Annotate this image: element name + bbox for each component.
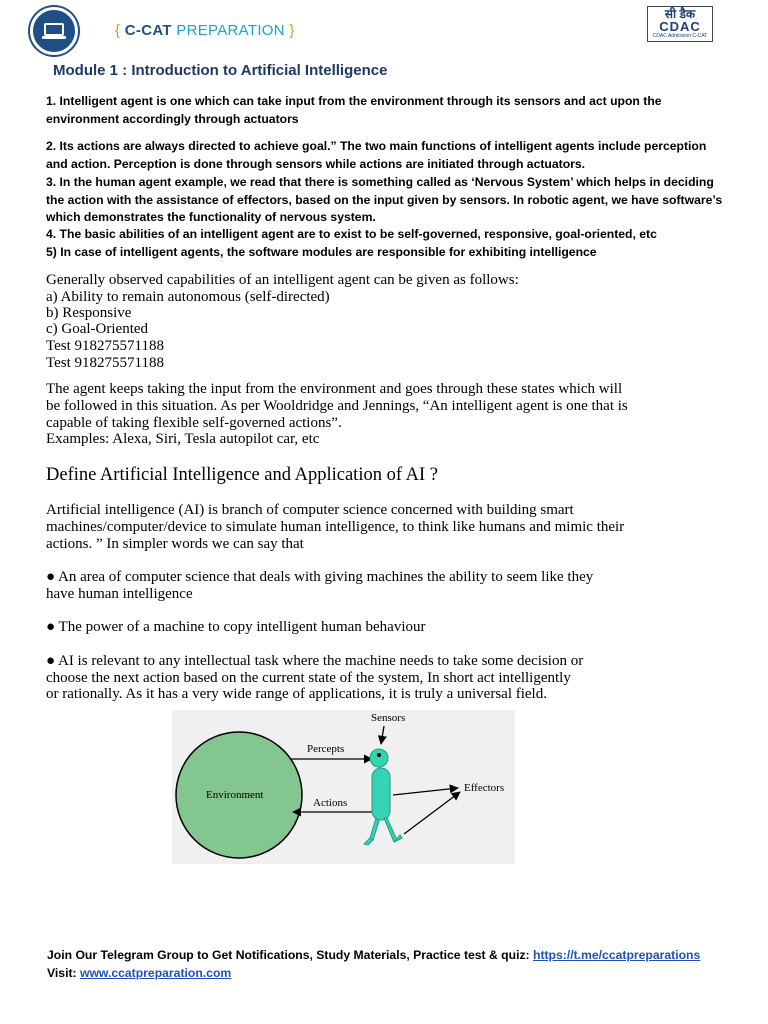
telegram-link[interactable]: https://t.me/ccatpreparations [533,948,701,962]
test-line-1: Test 918275571188 [46,338,164,354]
agent-environment-diagram [172,710,515,864]
capability-a: a) Ability to remain autonomous (self-directed) [46,289,330,305]
agent-para-line-4: Examples: Alexa, Siri, Tesla autopilot car, etc [46,431,320,447]
sensors-label: Sensors [371,712,406,724]
actions-label: Actions [313,797,348,809]
effectors-arrow-2 [404,792,460,834]
bullet-3-line-2: choose the next action based on the current state of the system, In short act intelligently [46,670,571,686]
effectors-label: Effectors [464,782,505,794]
footer-visit: Visit: www.ccatpreparation.com [47,966,232,980]
environment-label: Environment [206,789,264,801]
footer-telegram: Join Our Telegram Group to Get Notifications, Study Materials, Practice test & quiz: https://t.me/ccatpreparations [47,948,701,962]
ai-def-line-1: Artificial intelligence (AI) is branch of computer science concerned with building smart [46,502,574,518]
point-4: 4. The basic abilities of an intelligent agent are to exist to be self-governed, responsive, goal-oriented, etc [46,227,657,241]
test-line-2: Test 918275571188 [46,355,164,371]
point-3: 3. In the human agent example, we read that there is something called as ‘Nervous System’ which helps in deciding the action with the assistance of effectors, based on the input given by sensors. In robotic agent, we have software’s which demonstrates the functionality of nervous system. [46,175,723,224]
point-2: 2. Its actions are always directed to achieve goal.” The two main functions of intelligent agents include perception and action. Perception is done through sensors while actions are initiated through actuators. [46,139,707,171]
agent-para-line-2: be followed in this situation. As per Wooldridge and Jennings, “An intelligent agent is one that is [46,398,628,414]
bullet-3-line-1: ● AI is relevant to any intellectual task where the machine needs to take some decision or [46,653,584,669]
laptop-icon [33,10,75,52]
capability-c: c) Goal-Oriented [46,321,149,337]
bullet-2: ● The power of a machine to copy intelligent human behaviour [46,619,426,635]
agent-para-line-3: capable of taking flexible self-governed actions”. [46,415,342,431]
brand-title: { C-CAT PREPARATION } [115,22,295,39]
ai-def-line-2: machines/computer/device to simulate human intelligence, to think like humans and mimic their [46,519,625,535]
module-title: Module 1 : Introduction to Artificial Intelligence [53,62,388,79]
point-1: 1. Intelligent agent is one which can take input from the environment through its sensors and act upon the environment accordingly through actuators [46,94,662,126]
point-5: 5) In case of intelligent agents, the software modules are responsible for exhibiting intelligence [46,245,597,259]
robot-agent [364,749,402,845]
ccat-logo [30,7,78,55]
capability-b: b) Responsive [46,305,132,321]
percepts-label: Percepts [307,743,345,755]
bullet-1-line-2: have human intelligence [46,586,193,602]
effectors-arrow-1 [393,788,458,795]
bullet-1-line-1: ● An area of computer science that deals with giving machines the ability to seem like they [46,569,594,585]
define-ai-heading: Define Artificial Intelligence and Application of AI ? [46,465,438,485]
agent-para-line-1: The agent keeps taking the input from the environment and goes through these states which will [46,381,623,397]
website-link[interactable]: www.ccatpreparation.com [79,966,232,980]
capabilities-intro: Generally observed capabilities of an intelligent agent can be given as follows: [46,272,519,288]
ai-def-line-3: actions. ” In simpler words we can say that [46,536,304,552]
sensors-arrow [381,726,384,744]
bullet-3-line-3: or rationally. As it has a very wide range of applications, it is truly a universal field. [46,686,547,702]
cdac-logo: सी डैक CDAC CDAC Admission C-CAT [647,6,713,42]
